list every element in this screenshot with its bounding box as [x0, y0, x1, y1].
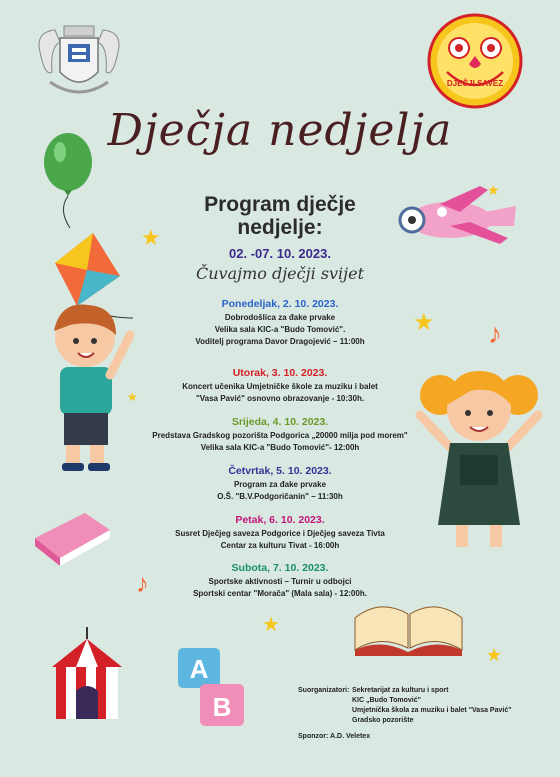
- day-heading-friday: Petak, 6. 10. 2023.: [235, 514, 325, 526]
- page-title: Dječja nedjelja: [107, 105, 453, 156]
- star-icon: ★: [413, 309, 435, 336]
- schedule-line: Koncert učenika Umjetničke škole za muziku i balet: [182, 382, 378, 391]
- schedule-line: Predstava Gradskog pozorišta Podgorica „20000 milja pod morem": [152, 431, 408, 440]
- day-heading-tuesday: Utorak, 3. 10. 2023.: [232, 367, 328, 379]
- coorganizers-label: Suorganizatori:: [298, 687, 350, 694]
- svg-text:A: A: [189, 654, 209, 684]
- star-icon: ★: [486, 645, 503, 665]
- day-heading-thursday: Četvrtak, 5. 10. 2023.: [228, 465, 332, 477]
- program-heading-line1: Program dječje: [204, 193, 356, 216]
- event-dates: 02. -07. 10. 2023.: [229, 246, 331, 261]
- star-icon: ★: [487, 182, 500, 198]
- schedule-line: O.Š. "B.V.Podgoričanin" – 11:30h: [217, 492, 343, 501]
- star-icon: ★: [127, 390, 138, 404]
- schedule-line: "Vasa Pavić" osnovno obrazovanje - 10:30h.: [195, 394, 365, 403]
- coorganizer-item: Umjetnička škola za muziku i balet "Vasa Pavić": [352, 707, 512, 714]
- schedule-line: Centar za kulturu Tivat - 16:00h: [220, 541, 340, 550]
- music-note-icon: ♪: [488, 318, 502, 349]
- star-icon: ★: [262, 614, 280, 636]
- abc-blocks-icon: [172, 642, 257, 732]
- circus-tent-icon: [42, 625, 132, 725]
- day-heading-saturday: Subota, 7. 10. 2023.: [231, 562, 329, 574]
- logo-text: DJEČJI SAVEZ: [446, 79, 504, 88]
- coat-of-arms-logo: [30, 22, 128, 102]
- sponsor: Sponzor: A.D. Veletex: [298, 733, 371, 740]
- schedule-line: Velika sala KIC-a "Budo Tomović".: [214, 325, 346, 334]
- coorganizer-item: Sekretarijat za kulturu i sport: [352, 687, 449, 694]
- day-heading-wednesday: Srijeda, 4. 10. 2023.: [231, 416, 329, 428]
- schedule-line: Velika sala KIC-a "Budo Tomović"- 12:00h: [200, 443, 360, 452]
- schedule-line: Susret Dječjeg saveza Podgorice i Dječjeg saveza Tivta: [175, 529, 385, 538]
- coorganizer-item: KIC „Budo Tomović": [352, 697, 421, 704]
- djecji-savez-logo: [425, 12, 525, 110]
- star-icon: ★: [141, 225, 161, 250]
- program-heading-line2: nedjelje:: [237, 216, 323, 239]
- schedule-line: Sportske aktivnosti – Turnir u odbojci: [208, 577, 352, 586]
- svg-text:B: B: [212, 692, 232, 722]
- schedule-line: Dobrodošlica za đake prvake: [224, 313, 336, 322]
- day-heading-monday: Ponedeljak, 2. 10. 2023.: [221, 298, 339, 310]
- coorganizer-item: Gradsko pozorište: [352, 717, 414, 724]
- schedule-line: Voditelj programa Davor Dragojević – 11:00h: [195, 337, 365, 346]
- schedule-line: Sportski centar "Morača" (Mala sala) - 12:00h.: [193, 589, 367, 598]
- music-note-icon: ♪: [136, 568, 149, 598]
- schedule-line: Program za đake prvake: [233, 480, 327, 489]
- slogan: Čuvajmo dječji svijet: [196, 264, 364, 283]
